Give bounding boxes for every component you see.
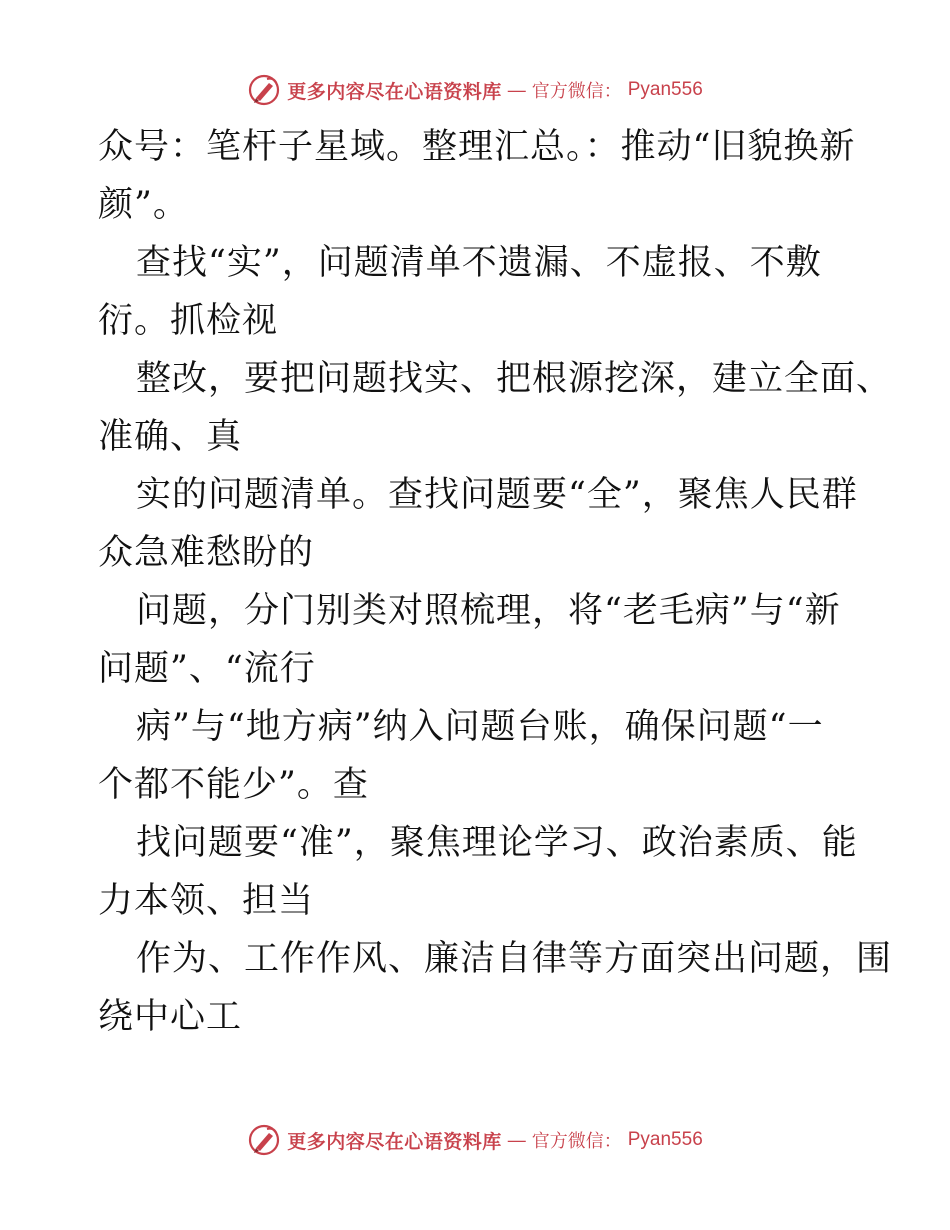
- footer-brand-text: 更多内容尽在心语资料库: [287, 1130, 502, 1153]
- footer-wechat-id: Pyan556: [627, 1129, 703, 1150]
- text-line: 找问题要“准”，聚焦理论学习、政治素质、能: [136, 823, 858, 863]
- text-line: 绕中心工: [98, 997, 243, 1037]
- header-wechat-id: Pyan556: [627, 79, 703, 100]
- text-line: 准确、真: [98, 417, 243, 457]
- text-line: 问题，分门别类对照梳理，将“老毛病”与“新: [136, 591, 841, 631]
- document-body: [98, 118, 893, 1046]
- header-separator: —: [507, 79, 526, 100]
- text-line: 衍。抓检视: [98, 301, 279, 341]
- footer-wechat-label: 官方微信：: [531, 1131, 622, 1152]
- pen-logo-icon: [247, 73, 281, 107]
- text-line: 个都不能少”。查: [98, 765, 369, 805]
- header-wechat-label: 官方微信：: [531, 81, 622, 102]
- header-brand-text: 更多内容尽在心语资料库: [287, 80, 502, 103]
- text-line: 众号：笔杆子星域。整理汇总。：推动“旧貌换新: [98, 127, 856, 167]
- text-line: 作为、工作作风、廉洁自律等方面突出问题，围: [136, 939, 893, 979]
- text-line: 问题”、“流行: [98, 649, 316, 689]
- header-watermark: [0, 70, 950, 110]
- text-line: 查找“实”，问题清单不遗漏、不虚报、不敷: [136, 243, 822, 283]
- pen-logo-icon: [247, 1123, 281, 1157]
- text-line: 病”与“地方病”纳入问题台账，确保问题“一: [136, 707, 824, 747]
- footer-watermark: [0, 1120, 950, 1160]
- text-line: 整改，要把问题找实、把根源挖深，建立全面、: [136, 359, 893, 399]
- text-line: 力本领、担当: [98, 881, 315, 921]
- footer-separator: —: [507, 1129, 526, 1150]
- text-line: 众急难愁盼的: [98, 533, 315, 573]
- text-line: 颜”。: [98, 185, 189, 225]
- text-line: 实的问题清单。查找问题要“全”，聚焦人民群: [136, 475, 858, 515]
